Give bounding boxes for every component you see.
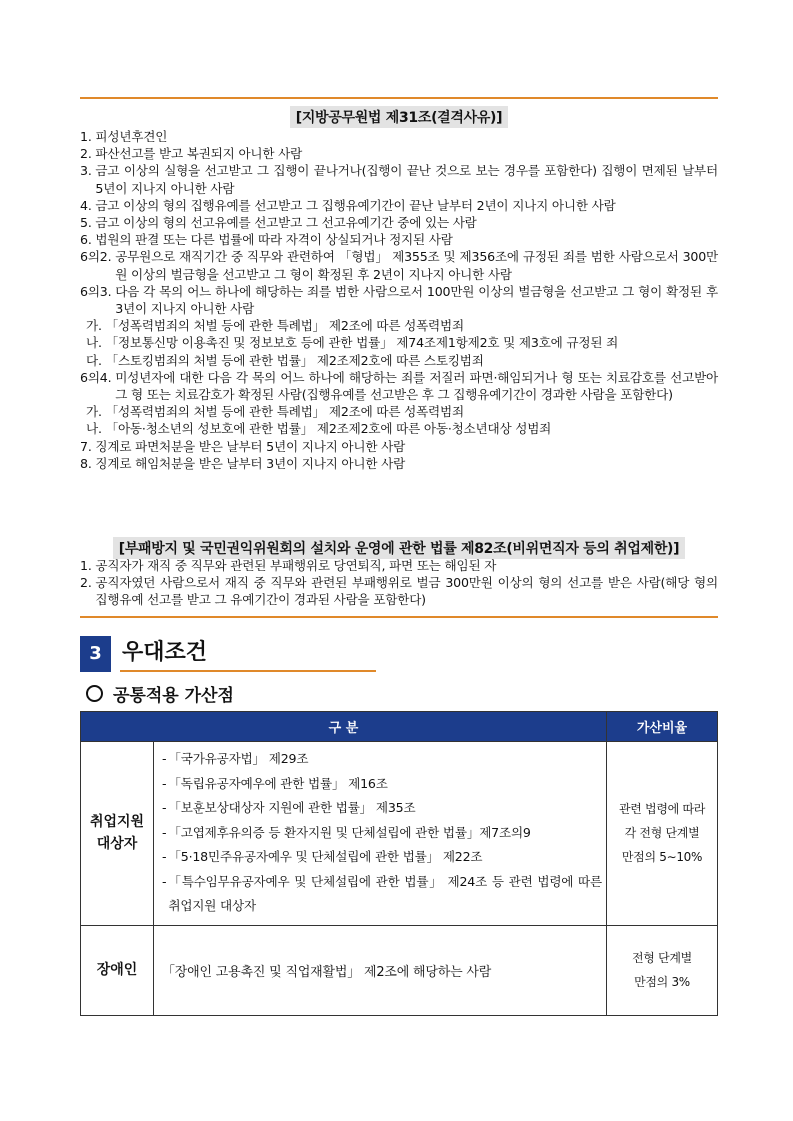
item-number: 4. bbox=[80, 197, 96, 213]
bonus-points-table bbox=[80, 711, 718, 1016]
item-number: 7. bbox=[80, 438, 96, 454]
item-number: 가. bbox=[86, 318, 106, 334]
item-text: 「국가유공자법」 제29조 bbox=[168, 751, 309, 766]
list-item bbox=[162, 821, 602, 846]
row-basis: 「장애인 고용촉진 및 직업재활법」 제2조에 해당하는 사람 bbox=[154, 925, 607, 1015]
item-text: 금고 이상의 실형을 선고받고 그 집행이 끝나거나(집행이 끝난 것으로 보는 경우를 포함한다) 집행이 면제된 날부터 5년이 지나지 아니한 사람 bbox=[95, 163, 718, 196]
item-text: 「아동·청소년의 성보호에 관한 법률」 제2조제2호에 따른 아동·청소년대상 성범죄 bbox=[105, 421, 552, 437]
item-text: 징계로 파면처분을 받은 날부터 5년이 지나지 아니한 사람 bbox=[95, 438, 406, 454]
section2-title: [부패방지 및 국민권익위원회의 설치와 운영에 관한 법률 제82조(비위면직자 등의 취업제한)] bbox=[80, 537, 718, 559]
list-item bbox=[80, 283, 718, 317]
subheading: 공통적용 가산점 bbox=[86, 681, 234, 706]
item-number: - bbox=[162, 751, 167, 766]
item-number: - bbox=[162, 824, 167, 840]
list-item bbox=[80, 420, 718, 437]
item-number: 1. bbox=[80, 129, 96, 144]
item-number: 8. bbox=[80, 455, 96, 471]
list-item bbox=[80, 574, 718, 608]
item-number: - bbox=[162, 849, 167, 864]
item-text: 공직자였던 사람으로서 재직 중 직무와 관련된 부패행위로 벌금 300만원 이상의 형의 선고를 받은 사람(해당 형의 집행유예 선고를 받고 그 유예기간이 경과된 사람을 포함한다) bbox=[95, 575, 718, 608]
circle-bullet-icon bbox=[86, 685, 103, 702]
item-text: 「스토킹범죄의 처벌 등에 관한 법률」 제2조제2호에 따른 스토킹범죄 bbox=[105, 352, 484, 368]
list-item bbox=[80, 317, 718, 334]
item-number: - bbox=[162, 873, 167, 889]
list-item bbox=[80, 369, 718, 403]
list-item bbox=[80, 231, 718, 248]
list-item bbox=[162, 796, 602, 821]
list-item bbox=[80, 557, 718, 574]
item-number: 나. bbox=[86, 335, 106, 351]
table-row bbox=[81, 925, 718, 1015]
table-row bbox=[81, 742, 718, 926]
item-number: 6. bbox=[80, 232, 96, 248]
list-item bbox=[162, 870, 602, 919]
disqualification-list bbox=[80, 128, 718, 472]
section3-heading bbox=[80, 636, 380, 672]
item-text: 「정보통신망 이용촉진 및 정보보호 등에 관한 법률」 제74조제1항제2호 및 제3호에 규정된 죄 bbox=[105, 335, 619, 351]
item-number: 다. bbox=[86, 352, 106, 368]
item-number: 가. bbox=[86, 404, 106, 420]
row-basis bbox=[154, 742, 607, 926]
item-number: 2. bbox=[80, 575, 96, 591]
list-item bbox=[80, 128, 718, 145]
item-number: 1. bbox=[80, 558, 96, 573]
list-item bbox=[162, 772, 602, 797]
item-text: 「5·18민주유공자예우 및 단체설립에 관한 법률」 제22조 bbox=[168, 849, 483, 864]
top-divider bbox=[80, 97, 718, 99]
item-text: 미성년자에 대한 다음 각 목의 어느 하나에 해당하는 죄를 저질러 파면·해임되거나 형 또는 치료감호를 선고받아 그 형 또는 치료감호가 확정된 사람(집행유예를 선고받은 후 그 집행유예기간이 경과한 사람을 포함한다) bbox=[115, 369, 718, 403]
row-category: 취업지원 대상자 bbox=[81, 742, 154, 926]
bottom-divider bbox=[80, 616, 718, 618]
item-text: 「독립유공자예우에 관한 법률」 제16조 bbox=[168, 775, 388, 791]
item-number: 나. bbox=[86, 421, 106, 437]
list-item bbox=[80, 352, 718, 369]
section1-title: [지방공무원법 제31조(결격사유)] bbox=[80, 106, 718, 128]
employment-restriction-list bbox=[80, 557, 718, 609]
list-item bbox=[162, 747, 602, 772]
list-item bbox=[162, 845, 602, 870]
row-rate: 전형 단계별 만점의 3% bbox=[607, 925, 718, 1015]
item-text: 금고 이상의 형의 집행유예를 선고받고 그 집행유예기간이 끝난 날부터 2년이 지나지 아니한 사람 bbox=[95, 197, 616, 213]
list-item bbox=[80, 438, 718, 455]
header-category: 구 분 bbox=[81, 712, 607, 742]
item-number: 2. bbox=[80, 146, 96, 162]
list-item bbox=[80, 248, 718, 282]
item-text: 다음 각 목의 어느 하나에 해당하는 죄를 범한 사람으로서 100만원 이상의 벌금형을 선고받고 그 형이 확정된 후 3년이 지나지 아니한 사람 bbox=[115, 283, 718, 317]
list-item bbox=[80, 197, 718, 214]
item-text: 법원의 판결 또는 다른 법률에 따라 자격이 상실되거나 정지된 사람 bbox=[95, 232, 453, 248]
item-text: 파산선고를 받고 복권되지 아니한 사람 bbox=[95, 146, 303, 162]
section-title: 우대조건 bbox=[120, 636, 376, 672]
item-number: 6의4. bbox=[80, 369, 116, 385]
header-rate: 가산비율 bbox=[607, 712, 718, 742]
item-text: 공무원으로 재직기간 중 직무와 관련하여 「형법」 제355조 및 제356조에 규정된 죄를 범한 사람으로서 300만원 이상의 벌금형을 선고받고 그 형이 확정된 후 2년이 지나지 아니한 사람 bbox=[115, 249, 718, 282]
item-text: 「보훈보상대상자 지원에 관한 법률」 제35조 bbox=[168, 800, 416, 815]
table-header-row bbox=[81, 712, 718, 742]
list-item bbox=[80, 403, 718, 420]
item-text: 「성폭력범죄의 처벌 등에 관한 특례법」 제2조에 따른 성폭력범죄 bbox=[105, 404, 464, 420]
item-text: 피성년후견인 bbox=[95, 129, 168, 144]
item-text: 공직자가 재직 중 직무와 관련된 부패행위로 당연퇴직, 파면 또는 해임된 자 bbox=[95, 558, 497, 573]
item-number: 6의2. bbox=[80, 249, 116, 265]
item-text: 금고 이상의 형의 선고유예를 선고받고 그 선고유예기간 중에 있는 사람 bbox=[95, 215, 477, 231]
section-number: 3 bbox=[80, 636, 111, 672]
list-item bbox=[80, 214, 718, 231]
item-text: 「특수임무유공자예우 및 단체설립에 관한 법률」 제24조 등 관련 법령에 따른 취업지원 대상자 bbox=[168, 873, 602, 913]
item-text: 「고엽제후유의증 등 환자지원 및 단체설립에 관한 법률」제7조의9 bbox=[168, 824, 531, 840]
item-number: 3. bbox=[80, 163, 96, 179]
row-rate: 관련 법령에 따라 각 전형 단계별 만점의 5∼10% bbox=[607, 742, 718, 926]
list-item bbox=[80, 145, 718, 162]
list-item bbox=[80, 162, 718, 196]
item-text: 「성폭력범죄의 처벌 등에 관한 특례법」 제2조에 따른 성폭력범죄 bbox=[105, 318, 464, 334]
item-number: 5. bbox=[80, 215, 96, 231]
list-item bbox=[80, 455, 718, 472]
item-number: - bbox=[162, 775, 167, 791]
list-item bbox=[80, 334, 718, 351]
item-text: 징계로 해임처분을 받은 날부터 3년이 지나지 아니한 사람 bbox=[95, 455, 406, 471]
item-number: 6의3. bbox=[80, 283, 116, 299]
row-category: 장애인 bbox=[81, 925, 154, 1015]
item-number: - bbox=[162, 800, 167, 815]
